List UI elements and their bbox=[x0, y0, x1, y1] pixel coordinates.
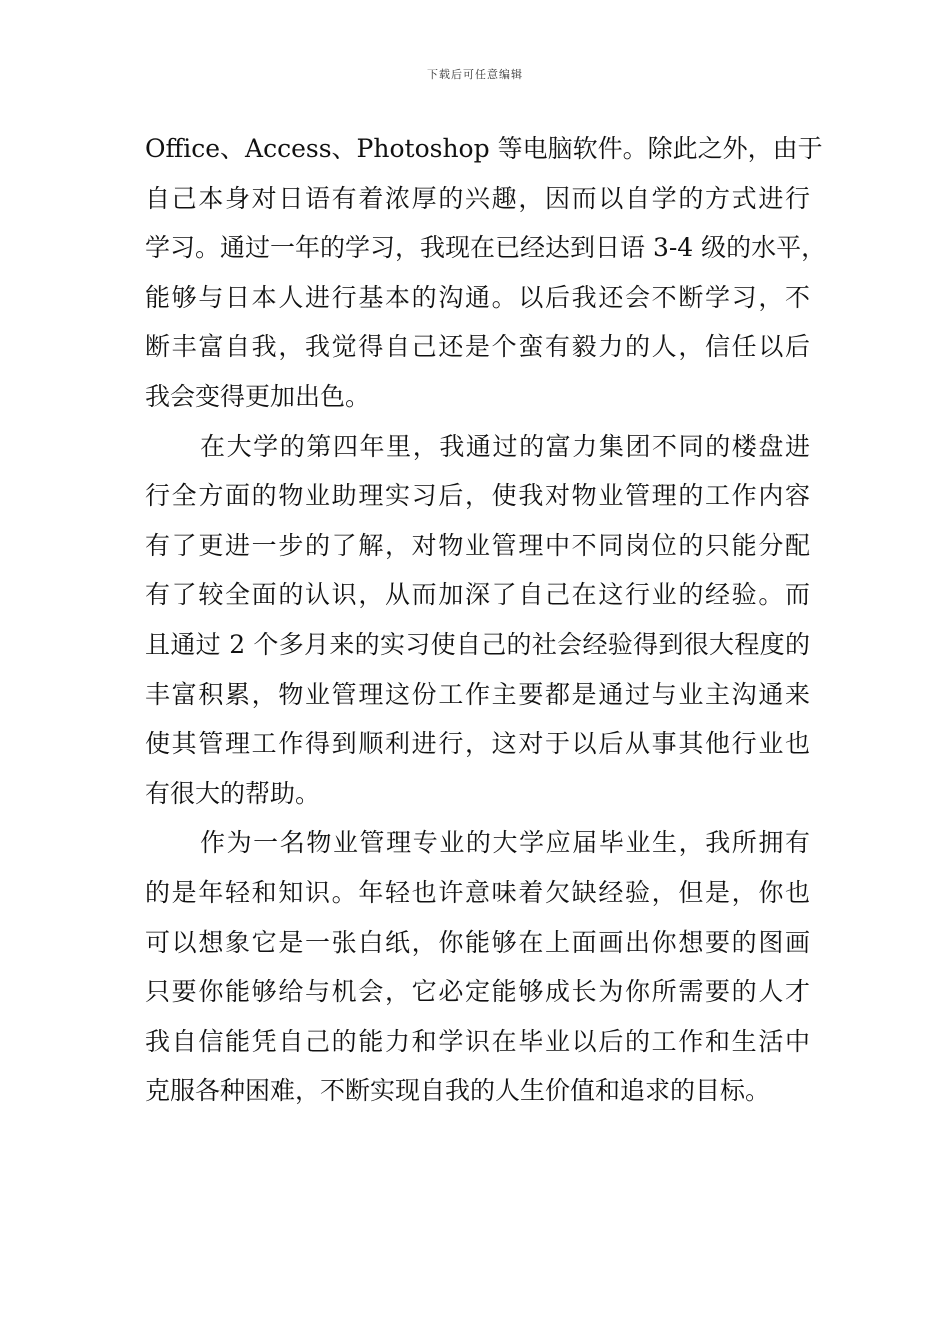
paragraph-1-line-5: 断丰富自我，我觉得自己还是个蛮有毅力的人，信任以后 bbox=[145, 332, 810, 362]
paragraph-2-line-5: 且通过 2 个多月来的实习使自己的社会经验得到很大程度的 bbox=[145, 629, 810, 659]
paragraph-2-line-3: 有了更进一步的了解，对物业管理中不同岗位的只能分配 bbox=[145, 530, 810, 560]
paragraph-1-line-3: 学习。通过一年的学习，我现在已经达到日语 3-4 级的水平， bbox=[145, 233, 827, 263]
paragraph-3-line-2: 的是年轻和知识。年轻也许意味着欠缺经验，但是，你也 bbox=[145, 877, 810, 907]
document-body bbox=[145, 124, 827, 1116]
paragraph-3-line-5: 我自信能凭自己的能力和学识在毕业以后的工作和生活中 bbox=[145, 1026, 810, 1056]
paragraph-2-line-1: 在大学的第四年里，我通过的富力集团不同的楼盘进 bbox=[200, 431, 810, 461]
paragraph-1-line-6: 我会变得更加出色。 bbox=[145, 381, 371, 411]
paragraph-1-line-2: 自己本身对日语有着浓厚的兴趣，因而以自学的方式进行 bbox=[145, 183, 810, 213]
paragraph-3-line-4: 只要你能够给与机会，它必定能够成长为你所需要的人才 bbox=[145, 977, 810, 1007]
page-header: 下载后可任意编辑 bbox=[427, 68, 523, 81]
paragraph-1-line-4: 能够与日本人进行基本的沟通。以后我还会不断学习，不 bbox=[145, 282, 810, 312]
paragraph-1-line-1: Office、Access、Photoshop 等电脑软件。除此之外，由于 bbox=[145, 134, 823, 163]
paragraph-3-line-6: 克服各种困难，不断实现自我的人生价值和追求的目标。 bbox=[145, 1076, 771, 1106]
paragraph-2-line-6: 丰富积累，物业管理这份工作主要都是通过与业主沟通来 bbox=[145, 679, 810, 709]
paragraph-3-line-1: 作为一名物业管理专业的大学应届毕业生，我所拥有 bbox=[200, 828, 810, 858]
paragraph-2-line-4: 有了较全面的认识，从而加深了自己在这行业的经验。而 bbox=[145, 580, 810, 610]
paragraph-2-line-2: 行全方面的物业助理实习后，使我对物业管理的工作内容 bbox=[145, 481, 810, 511]
paragraph-3-line-3: 可以想象它是一张白纸，你能够在上面画出你想要的图画 bbox=[145, 927, 810, 957]
paragraph-2-line-8: 有很大的帮助。 bbox=[145, 778, 321, 808]
paragraph-2-line-7: 使其管理工作得到顺利进行，这对于以后从事其他行业也 bbox=[145, 729, 810, 759]
